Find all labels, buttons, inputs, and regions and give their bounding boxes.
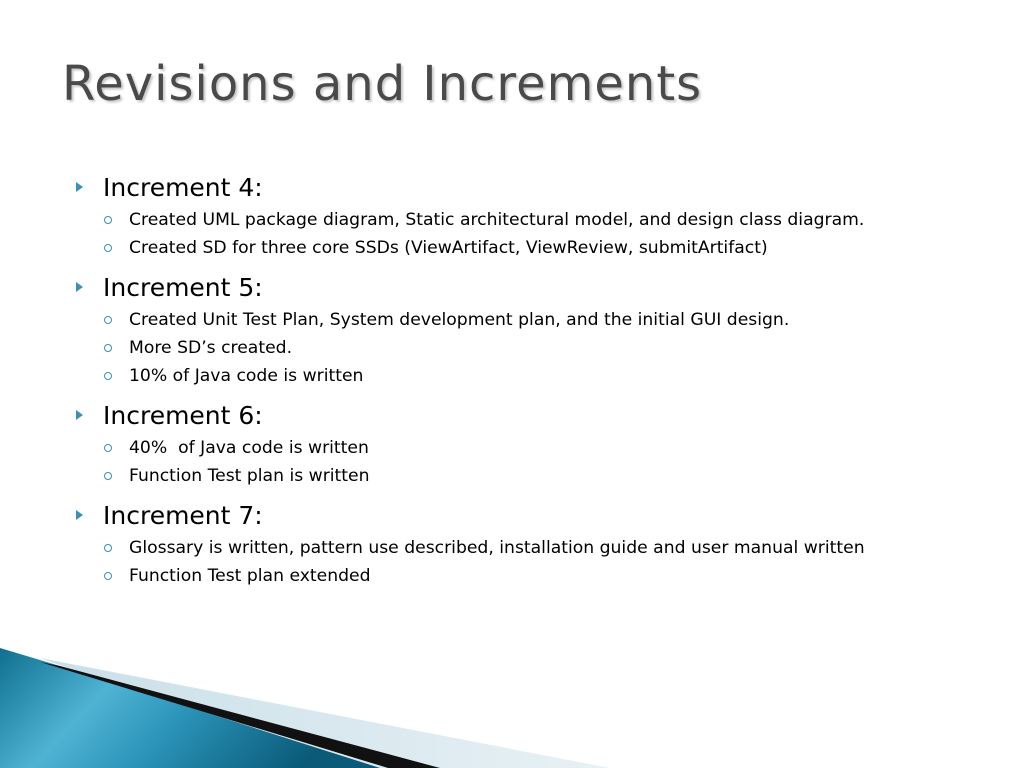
list-item (72, 168, 992, 206)
circle-bullet-icon (104, 316, 112, 324)
list-item (72, 534, 992, 562)
increment-heading: Increment 4: (103, 172, 263, 202)
list-item-text: Created SD for three core SSDs (ViewArtifact, ViewReview, submitArtifact) (129, 238, 768, 258)
sub-list (72, 434, 992, 490)
triangle-bullet-icon (76, 282, 83, 292)
bullet-list (72, 168, 992, 596)
list-item-text: Created UML package diagram, Static architectural model, and design class diagram. (129, 210, 865, 230)
list-item (72, 362, 992, 390)
list-item (72, 562, 992, 590)
list-item-text: Function Test plan extended (129, 566, 371, 586)
circle-bullet-icon (104, 372, 112, 380)
sub-list (72, 206, 992, 262)
list-item-text: More SD’s created. (129, 338, 293, 358)
list-item (72, 396, 992, 434)
circle-bullet-icon (104, 344, 112, 352)
list-item (72, 306, 992, 334)
list-item-text: 40% of Java code is written (129, 438, 369, 458)
list-item-text: Glossary is written, pattern use described, installation guide and user manual written (129, 538, 865, 558)
circle-bullet-icon (104, 444, 112, 452)
sub-list (72, 534, 992, 590)
list-item-text: 10% of Java code is written (129, 366, 364, 386)
increment-5 (72, 268, 992, 390)
circle-bullet-icon (104, 244, 112, 252)
increment-heading: Increment 5: (103, 272, 263, 302)
list-item (72, 434, 992, 462)
circle-bullet-icon (104, 544, 112, 552)
increment-heading: Increment 7: (103, 500, 263, 530)
list-item-text: Function Test plan is written (129, 466, 370, 486)
increment-heading: Increment 6: (103, 400, 263, 430)
increment-4 (72, 168, 992, 262)
decorative-corner-swoosh (0, 640, 1024, 768)
list-item (72, 334, 992, 362)
circle-bullet-icon (104, 472, 112, 480)
list-item (72, 268, 992, 306)
list-item (72, 462, 992, 490)
list-item (72, 496, 992, 534)
increment-7 (72, 496, 992, 590)
increment-6 (72, 396, 992, 490)
triangle-bullet-icon (76, 410, 83, 420)
list-item-text: Created Unit Test Plan, System development plan, and the initial GUI design. (129, 310, 790, 330)
sub-list (72, 306, 992, 390)
triangle-bullet-icon (76, 510, 83, 520)
circle-bullet-icon (104, 572, 112, 580)
list-item (72, 206, 992, 234)
slide-title: Revisions and Increments (62, 56, 703, 112)
list-item (72, 234, 992, 262)
circle-bullet-icon (104, 216, 112, 224)
triangle-bullet-icon (76, 182, 83, 192)
